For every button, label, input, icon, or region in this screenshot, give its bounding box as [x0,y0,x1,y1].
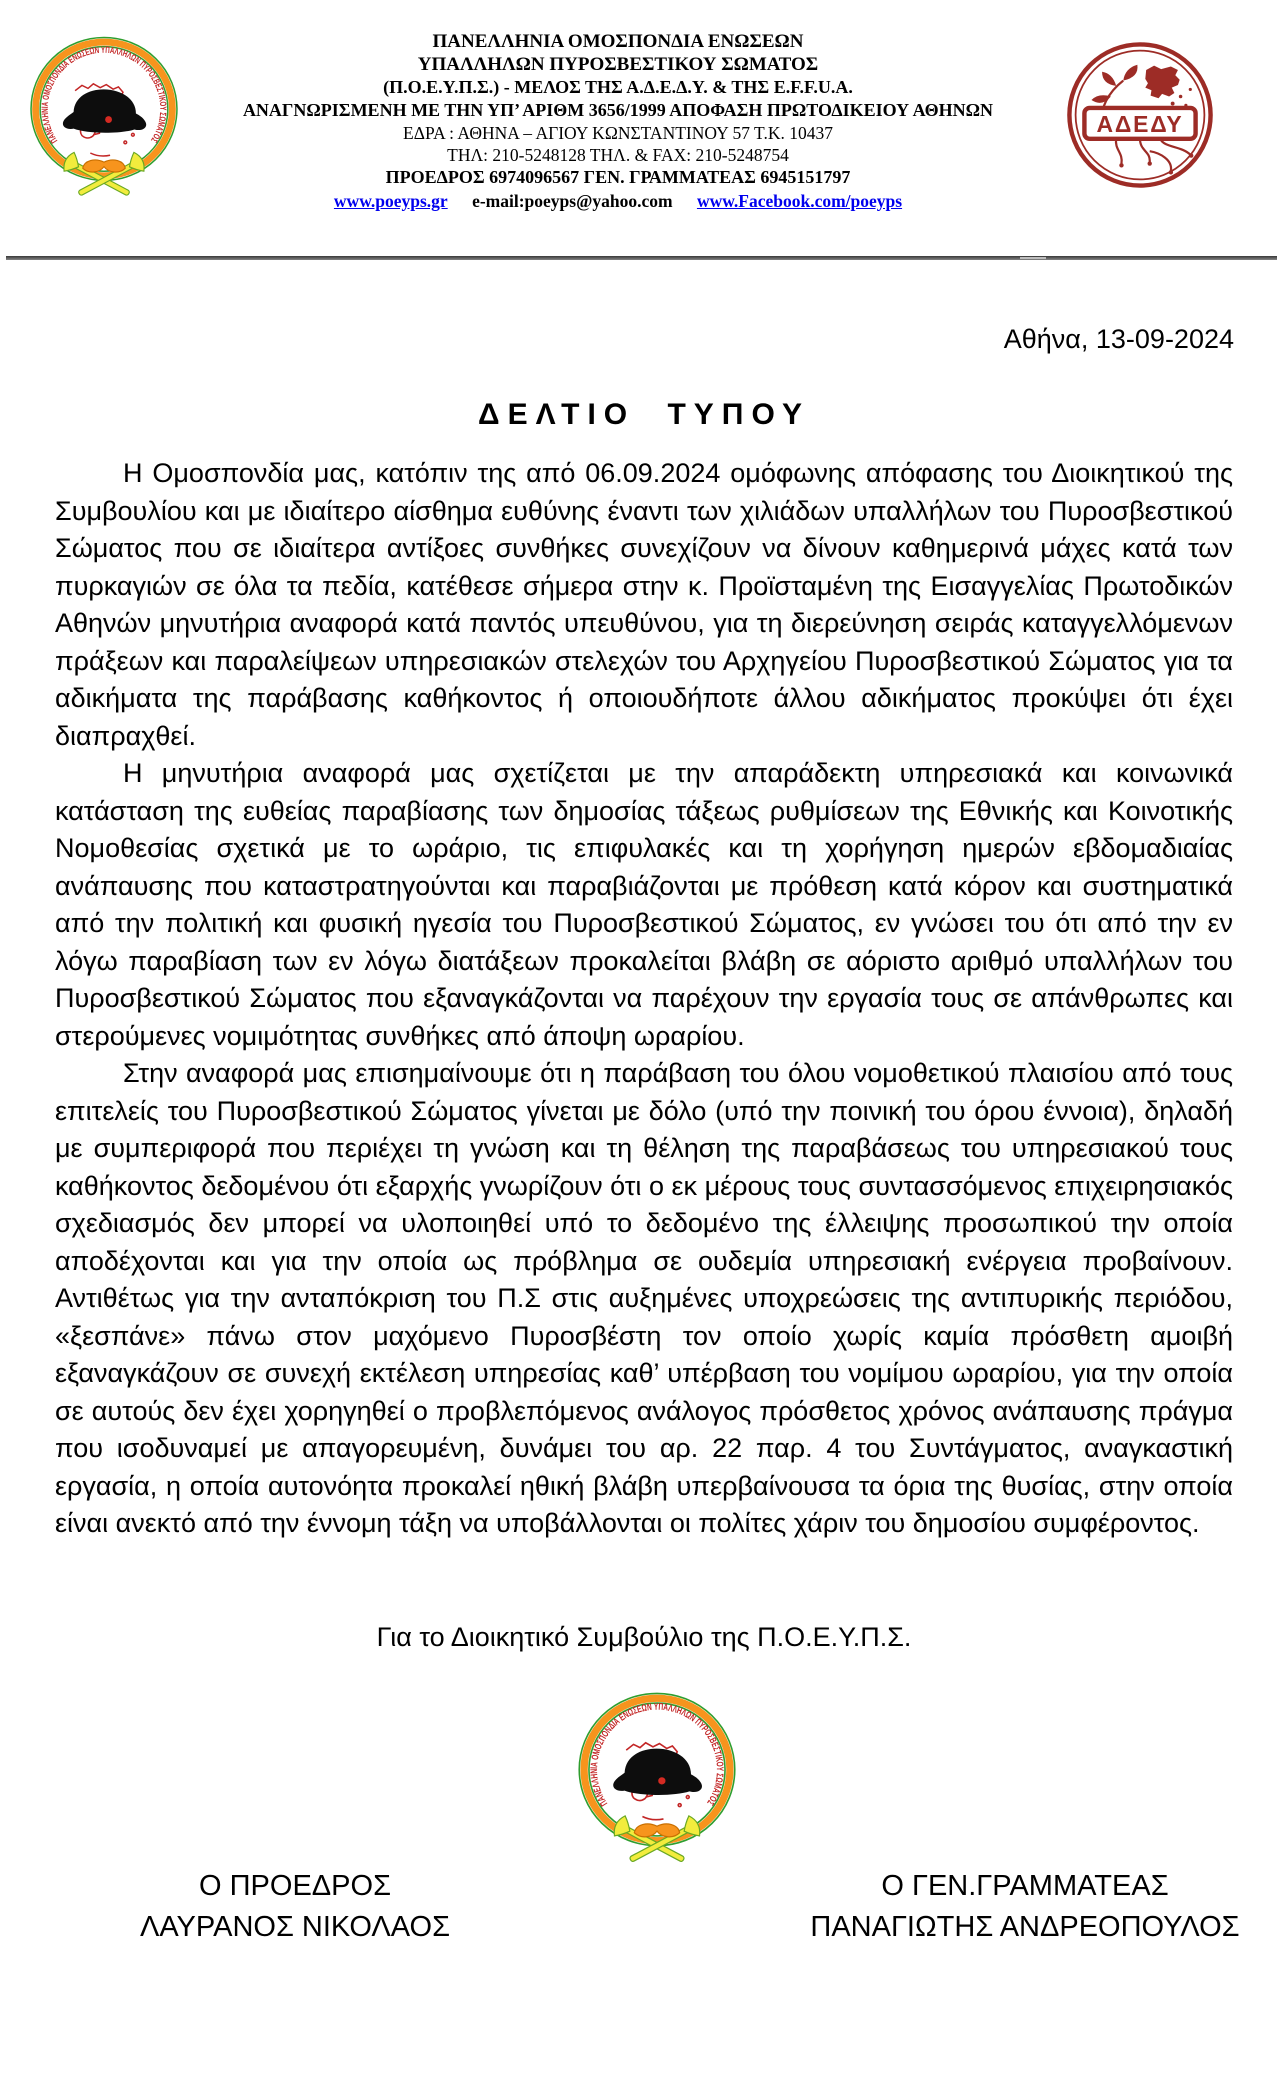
divider-notch [1020,257,1046,259]
org-name-line-2: ΥΠΑΛΛΗΛΩΝ ΠΥΡΟΣΒΕΣΤΙΚΟΥ ΣΩΜΑΤΟΣ [417,54,819,75]
signature-president [115,1866,475,1948]
signature-role: Ο ΠΡΟΕΔΡΟΣ [199,1870,391,1902]
paragraph-3: Στην αναφορά μας επισημαίνουμε ότι η παράβαση του όλου νομοθετικού πλαισίου από τους επιτελείς του Πυροσβεστικού Σώματος γίνεται με δόλο (υπό την ποινική του όρου έννοια), δηλαδή με συμπεριφορά που περιέχει τη γνώση και τη θέληση της παραβάσεως του υπηρεσιακού τους καθήκοντος δεδομένου ότι εξαρχής γνωρίζουν ότι ο εκ μέρους τους συντασσόμενος επιχειρησιακός σχεδιασμός δεν μπορεί να υλοποιηθεί υπό το δεδομένο της έλλειψης προσωπικού την οποία αποδέχονται και για την οποία ως πρόβλημα σε ουδεμία υπηρεσιακή ενέργεια προβαίνουν. Αντιθέτως για την ανταπόκριση του Π.Σ στις αυξημένες υποχρεώσεις της αντιπυρικής περιόδου, «ξεσπάνε» πάνω στον μαχόμενο Πυροσβέστη τον οποίο χωρίς καμία πρόσθετη αμοιβή εξαναγκάζουν σε συνεχή εκτέλεση υπηρεσίας καθ’ υπέρβαση του νομίμου ωραρίου, για την οποία σε αυτούς δεν έχει χορηγηθεί ο προβλεπόμενος ανάλογος πρόσθετος χρόνος ανάπαυσης πράγμα που ισοδυναμεί με απαγορευμένη, δυνάμει του αρ. 22 παρ. 4 του Συντάγματος, αναγκαστική εργασία, η οποία αυτονόητα προκαλεί ηθική βλάβη υπερβαίνουσα τα όρια της θυσίας, στην οποία είναι ανεκτό από την έννομη τάξη να υποβάλλονται οι πολίτες χάριν του δημοσίου συμφέροντος. [55,1058,1233,1538]
closing-line: Για το Διοικητικό Συμβούλιο της Π.Ο.Ε.Υ.Π.Σ. [376,1622,912,1652]
org-contacts-line: ΠΡΟΕΔΡΟΣ 6974096567 ΓΕΝ. ΓΡΑΜΜΑΤΕΑΣ 6945151797 [385,167,851,187]
org-phone-line: ΤΗΛ: 210-5248128 ΤΗΛ. & FAX: 210-5248754 [447,145,789,165]
facebook-link[interactable]: www.Facebook.com/poeyps [696,191,903,211]
email-text: e-mail:poeyps@yahoo.com [472,191,673,211]
poeyps-logo-bottom [576,1690,738,1862]
press-release-title: ΔΕΛΤΙΟ ΤΥΠΟΥ [478,398,810,431]
org-membership-line: (Π.Ο.Ε.Υ.Π.Σ.) - ΜΕΛΟΣ ΤΗΣ Α.Δ.Ε.Δ.Υ. & ΤΗΣ E.F.F.U.A. [383,77,853,97]
signature-name: ΠΑΝΑΓΙΩΤΗΣ ΑΝΔΡΕΟΠΟΥΛΟΣ [810,1911,1240,1943]
signature-role: Ο ΓΕΝ.ΓΡΑΜΜΑΤΕΑΣ [881,1870,1169,1902]
org-name-line-1: ΠΑΝΕΛΛΗΝΙΑ ΟΜΟΣΠΟΝΔΙΑ ΕΝΩΣΕΩΝ [432,31,804,52]
paragraph-1: Η Ομοσπονδία μας, κατόπιν της από 06.09.2024 ομόφωνης απόφασης του Διοικητικού της Συμβουλίου και με ιδιαίτερο αίσθημα ευθύνης έναντι των χιλιάδων υπαλλήλων του Πυροσβεστικού Σώματος που σε ιδιαίτερα αντίξοες συνθήκες συνεχίζουν να δίνουν καθημερινά μάχες κατά των πυρκαγιών σε όλα τα πεδία, κατέθεσε σήμερα στην κ. Προϊσταμένη της Εισαγγελίας Πρωτοδικών Αθηνών μηνυτήρια αναφορά κατά παντός υπευθύνου, για τη διερεύνηση σειράς καταγγελλόμενων πράξεων και παραλείψεων υπηρεσιακών στελεχών του Αρχηγείου Πυροσβεστικού Σώματος για τα αδικήματα της παράβασης καθήκοντος ή οποιουδήποτε άλλου αδικήματος προκύψει ότι έχει διαπραχθεί. [55,458,1233,751]
header-divider [6,256,1277,260]
body-text [55,455,1233,1543]
org-links-line [238,189,998,213]
poeyps-website-link[interactable]: www.poeyps.gr [333,191,448,211]
document-date: Αθήνα, 13-09-2024 [1003,324,1234,354]
adedy-logo [1062,40,1218,190]
poeyps-logo [28,34,180,196]
org-address-line: ΕΔΡΑ : ΑΘΗΝΑ – ΑΓΙΟΥ ΚΩΝΣΤΑΝΤΙΝΟΥ 57 Τ.Κ. 10437 [403,123,833,143]
org-recognition-line: ΑΝΑΓΝΩΡΙΣΜΕΝΗ ΜΕ ΤΗΝ ΥΠ’ ΑΡΙΘΜ 3656/1999 ΑΠΟΦΑΣΗ ΠΡΩΤΟΔΙΚΕΙΟΥ ΑΘΗΝΩΝ [242,100,994,120]
signature-secretary [790,1866,1260,1948]
letterhead [238,30,998,213]
signature-name: ΛΑΥΡΑΝΟΣ ΝΙΚΟΛΑΟΣ [140,1911,450,1943]
paragraph-2: Η μηνυτήρια αναφορά μας σχετίζεται με την απαράδεκτη υπηρεσιακά και κοινωνικά κατάσταση της ευθείας παραβίασης των δημοσίας τάξεως ρυθμίσεων της Εθνικής και Κοινοτικής Νομοθεσίας σχετικά με το ωράριο, τις επιφυλακές και τη χορήγηση ημερών εβδομαδιαίας ανάπαυσης που καταστρατηγούνται και παραβιάζονται με πρόθεση κατά κόρον και συστηματικά από την πολιτική και φυσική ηγεσία του Πυροσβεστικού Σώματος, εν γνώσει του ότι από την εν λόγω παραβίαση των εν λόγω διατάξεων προκαλείται βλάβη σε αόριστο αριθμό υπαλλήλων του Πυροσβεστικού Σώματος που εξαναγκάζονται να παρέχουν την εργασία τους σε απάνθρωπες και στερούμενες νομιμότητας συνθήκες από άποψη ωραρίου. [55,758,1233,1051]
